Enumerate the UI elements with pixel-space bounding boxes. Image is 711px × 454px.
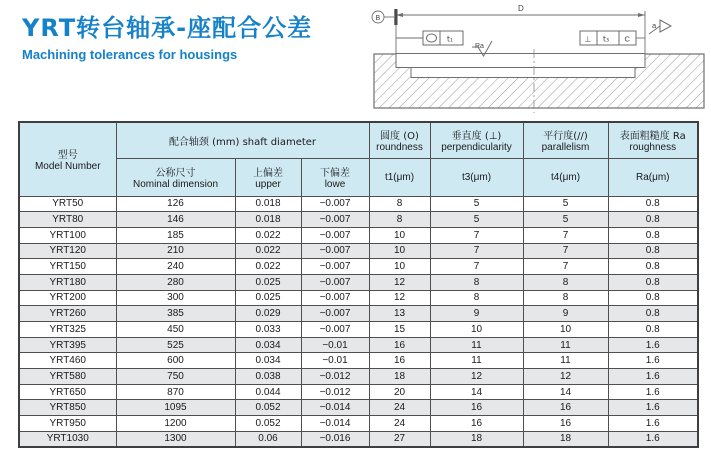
column-header-model-zh: 型号	[57, 150, 78, 162]
perpendicularity-t3-cell: 8	[430, 274, 523, 290]
roundness-t1-cell: 10	[369, 227, 430, 243]
perpendicularity-t3-cell: 11	[430, 337, 523, 353]
upper-deviation-cell: 0.06	[235, 431, 301, 447]
parallelism-t4-cell: 18	[523, 431, 608, 447]
lower-deviation-cell: −0.016	[301, 431, 369, 447]
upper-deviation-cell: 0.018	[235, 212, 301, 228]
column-header-parallelism	[523, 122, 608, 158]
table-row	[19, 196, 698, 212]
perpendicularity-symbol-icon: ⊥	[584, 34, 592, 44]
model-cell: YRT260	[19, 306, 116, 322]
model-cell: YRT180	[19, 274, 116, 290]
upper-deviation-cell: 0.034	[235, 337, 301, 353]
nominal-dimension-cell: 525	[116, 337, 235, 353]
column-header-lower-en: lowe	[324, 179, 346, 190]
nominal-dimension-cell: 385	[116, 306, 235, 322]
nominal-dimension-cell: 600	[116, 353, 235, 369]
table-row	[19, 274, 698, 290]
roundness-t1-cell: 10	[369, 243, 430, 259]
lower-deviation-cell: −0.007	[301, 259, 369, 275]
nominal-dimension-cell: 1200	[116, 416, 235, 432]
roundness-t1-cell: 18	[369, 369, 430, 385]
model-cell: YRT1030	[19, 431, 116, 447]
roughness-ra-cell: 1.6	[608, 416, 698, 432]
perpendicularity-t3-cell: 12	[430, 369, 523, 385]
column-header-lower-zh: 下偏差	[320, 168, 350, 179]
nominal-dimension-cell: 185	[116, 227, 235, 243]
bearing-bore	[396, 54, 645, 68]
upper-deviation-cell: 0.038	[235, 369, 301, 385]
lower-deviation-cell: −0.01	[301, 337, 369, 353]
roughness-ra-cell: 1.6	[608, 337, 698, 353]
table-row	[19, 384, 698, 400]
nominal-dimension-cell: 1300	[116, 431, 235, 447]
nominal-dimension-cell: 750	[116, 369, 235, 385]
roughness-ra-cell: 0.8	[608, 259, 698, 275]
model-cell: YRT50	[19, 196, 116, 212]
perpendicularity-t3-cell: 8	[430, 290, 523, 306]
column-header-upper-en: upper	[255, 179, 281, 190]
subheader-ra: Ra(μm)	[608, 158, 698, 196]
nominal-dimension-cell: 300	[116, 290, 235, 306]
parallelism-t4-cell: 7	[523, 259, 608, 275]
nominal-dimension-cell: 870	[116, 384, 235, 400]
column-header-parallelism-en: parallelism	[541, 142, 590, 154]
table-row	[19, 290, 698, 306]
table-row	[19, 369, 698, 385]
roughness-ra-cell: 1.6	[608, 400, 698, 416]
subheader-t1: t1(μm)	[369, 158, 430, 196]
parallelism-t4-cell: 8	[523, 274, 608, 290]
model-cell: YRT80	[19, 212, 116, 228]
model-cell: YRT100	[19, 227, 116, 243]
parallelism-t4-cell: 11	[523, 353, 608, 369]
column-header-upper-deviation	[235, 158, 301, 196]
column-header-roughness-zh: 表面粗糙度 Ra	[619, 131, 686, 143]
upper-deviation-cell: 0.018	[235, 196, 301, 212]
table-row	[19, 353, 698, 369]
surface-finish-triangle-icon	[660, 20, 671, 32]
parallelism-t4-cell: 10	[523, 322, 608, 338]
model-cell: YRT325	[19, 322, 116, 338]
parallelism-t4-cell: 7	[523, 227, 608, 243]
roundness-t1-cell: 27	[369, 431, 430, 447]
nominal-dimension-cell: 146	[116, 212, 235, 228]
perpendicularity-t3-cell: 7	[430, 259, 523, 275]
arrowhead-right	[638, 13, 645, 17]
upper-deviation-cell: 0.029	[235, 306, 301, 322]
column-header-nominal-zh: 公称尺寸	[155, 168, 196, 179]
page-subtitle: Machining tolerances for housings	[22, 47, 238, 62]
title-block	[22, 8, 312, 62]
roundness-t1-cell: 20	[369, 384, 430, 400]
lower-deviation-cell: −0.007	[301, 212, 369, 228]
table-row	[19, 259, 698, 275]
model-cell: YRT950	[19, 416, 116, 432]
nominal-dimension-cell: 126	[116, 196, 235, 212]
roundness-t1-cell: 24	[369, 416, 430, 432]
parallelism-t4-cell: 7	[523, 243, 608, 259]
roughness-ra-cell: 0.8	[608, 322, 698, 338]
lower-deviation-cell: −0.007	[301, 196, 369, 212]
model-cell: YRT850	[19, 400, 116, 416]
column-group-shaft-diameter	[116, 122, 369, 158]
roughness-ra-cell: 0.8	[608, 212, 698, 228]
column-header-lower-deviation	[301, 158, 369, 196]
upper-deviation-cell: 0.033	[235, 322, 301, 338]
upper-deviation-cell: 0.025	[235, 274, 301, 290]
perpendicularity-t3-cell: 16	[430, 416, 523, 432]
housing-cross-section-drawing	[368, 0, 711, 116]
upper-deviation-cell: 0.025	[235, 290, 301, 306]
perpendicularity-t3-cell: 9	[430, 306, 523, 322]
column-header-roundness	[369, 122, 430, 158]
parallelism-t4-cell: 11	[523, 337, 608, 353]
table-row	[19, 416, 698, 432]
datum-c-label: C	[624, 34, 630, 44]
column-header-model	[19, 122, 116, 196]
datum-b-label: B	[375, 15, 381, 22]
roughness-ra-cell: 0.8	[608, 274, 698, 290]
perpendicularity-t3-cell: 10	[430, 322, 523, 338]
lower-deviation-cell: −0.007	[301, 322, 369, 338]
parallelism-t4-cell: 12	[523, 369, 608, 385]
nominal-dimension-cell: 280	[116, 274, 235, 290]
model-cell: YRT395	[19, 337, 116, 353]
parallelism-t4-cell: 16	[523, 400, 608, 416]
surface-finish-label: a	[652, 21, 657, 30]
lower-deviation-cell: −0.01	[301, 353, 369, 369]
upper-deviation-cell: 0.044	[235, 384, 301, 400]
subheader-t4: t4(μm)	[523, 158, 608, 196]
roundness-t1-cell: 16	[369, 337, 430, 353]
parallelism-t4-cell: 9	[523, 306, 608, 322]
column-header-roundness-zh: 圆度 (O)	[380, 131, 419, 143]
roughness-ra-cell: 0.8	[608, 306, 698, 322]
column-header-roundness-en: roundness	[376, 142, 423, 154]
table-body	[19, 196, 698, 447]
lower-deviation-cell: −0.012	[301, 369, 369, 385]
upper-deviation-cell: 0.052	[235, 400, 301, 416]
roundness-t1-cell: 24	[369, 400, 430, 416]
datum-target-tick	[394, 9, 397, 25]
model-cell: YRT150	[19, 259, 116, 275]
model-cell: YRT460	[19, 353, 116, 369]
roundness-t1-cell: 13	[369, 306, 430, 322]
roughness-ra-cell: 1.6	[608, 431, 698, 447]
parallelism-t4-cell: 5	[523, 196, 608, 212]
model-cell: YRT580	[19, 369, 116, 385]
model-cell: YRT650	[19, 384, 116, 400]
upper-deviation-cell: 0.034	[235, 353, 301, 369]
roughness-ra-cell: 1.6	[608, 369, 698, 385]
nominal-dimension-cell: 210	[116, 243, 235, 259]
column-header-roughness-en: roughness	[629, 142, 677, 154]
roundness-t1-cell: 12	[369, 290, 430, 306]
lower-deviation-cell: −0.007	[301, 290, 369, 306]
roundness-t1-cell: 16	[369, 353, 430, 369]
parallelism-t4-cell: 14	[523, 384, 608, 400]
nominal-dimension-cell: 240	[116, 259, 235, 275]
table-row	[19, 243, 698, 259]
table-row	[19, 227, 698, 243]
upper-deviation-cell: 0.022	[235, 243, 301, 259]
column-header-nominal-en: Nominal dimension	[132, 179, 219, 190]
model-cell: YRT120	[19, 243, 116, 259]
column-group-shaft-diameter-label: 配合轴颈 (mm) shaft diameter	[168, 136, 317, 148]
lower-deviation-cell: −0.007	[301, 227, 369, 243]
perpendicularity-t3-cell: 5	[430, 196, 523, 212]
page-title: YRT转台轴承-座配合公差	[22, 14, 313, 42]
roundness-tolerance-label: t₁	[447, 34, 453, 44]
lower-deviation-cell: −0.012	[301, 384, 369, 400]
roughness-ra-cell: 0.8	[608, 243, 698, 259]
table-row	[19, 212, 698, 228]
roughness-symbol-label: Ra	[475, 43, 484, 50]
perpendicularity-tolerance-label: t₃	[603, 34, 609, 44]
roundness-t1-cell: 15	[369, 322, 430, 338]
tolerance-table	[18, 121, 699, 448]
column-header-perpendicularity-zh: 垂直度 (⊥)	[451, 131, 502, 143]
dimension-d-label: D	[518, 4, 524, 13]
perpendicularity-t3-cell: 18	[430, 431, 523, 447]
lower-deviation-cell: −0.007	[301, 274, 369, 290]
upper-deviation-cell: 0.022	[235, 227, 301, 243]
column-header-roughness	[608, 122, 698, 158]
nominal-dimension-cell: 1095	[116, 400, 235, 416]
column-header-perpendicularity	[430, 122, 523, 158]
column-header-upper-zh: 上偏差	[253, 168, 283, 179]
subheader-t3: t3(μm)	[430, 158, 523, 196]
nominal-dimension-cell: 450	[116, 322, 235, 338]
table-row	[19, 306, 698, 322]
roundness-t1-cell: 8	[369, 196, 430, 212]
lower-deviation-cell: −0.007	[301, 306, 369, 322]
roughness-ra-cell: 0.8	[608, 290, 698, 306]
roughness-ra-cell: 1.6	[608, 353, 698, 369]
roughness-ra-cell: 0.8	[608, 227, 698, 243]
column-header-perpendicularity-en: perpendicularity	[441, 142, 512, 154]
upper-deviation-cell: 0.022	[235, 259, 301, 275]
roundness-t1-cell: 12	[369, 274, 430, 290]
upper-deviation-cell: 0.052	[235, 416, 301, 432]
table-row	[19, 322, 698, 338]
column-header-parallelism-zh: 平行度(//)	[543, 131, 588, 143]
parallelism-t4-cell: 16	[523, 416, 608, 432]
roundness-t1-cell: 8	[369, 212, 430, 228]
lower-deviation-cell: −0.014	[301, 400, 369, 416]
parallelism-t4-cell: 8	[523, 290, 608, 306]
perpendicularity-t3-cell: 7	[430, 243, 523, 259]
roughness-ra-cell: 0.8	[608, 196, 698, 212]
seat-recess	[411, 68, 635, 78]
perpendicularity-t3-cell: 16	[430, 400, 523, 416]
perpendicularity-t3-cell: 11	[430, 353, 523, 369]
lower-deviation-cell: −0.014	[301, 416, 369, 432]
lower-deviation-cell: −0.007	[301, 243, 369, 259]
table-row	[19, 337, 698, 353]
perpendicularity-t3-cell: 14	[430, 384, 523, 400]
model-cell: YRT200	[19, 290, 116, 306]
roundness-frame	[423, 31, 463, 45]
table-row	[19, 431, 698, 447]
column-header-model-en: Model Number	[34, 161, 101, 173]
column-header-nominal	[116, 158, 235, 196]
roughness-ra-cell: 1.6	[608, 384, 698, 400]
table-row	[19, 400, 698, 416]
perpendicularity-t3-cell: 7	[430, 227, 523, 243]
housing-diagram	[368, 0, 711, 116]
roundness-t1-cell: 10	[369, 259, 430, 275]
perpendicularity-t3-cell: 5	[430, 212, 523, 228]
parallelism-t4-cell: 5	[523, 212, 608, 228]
